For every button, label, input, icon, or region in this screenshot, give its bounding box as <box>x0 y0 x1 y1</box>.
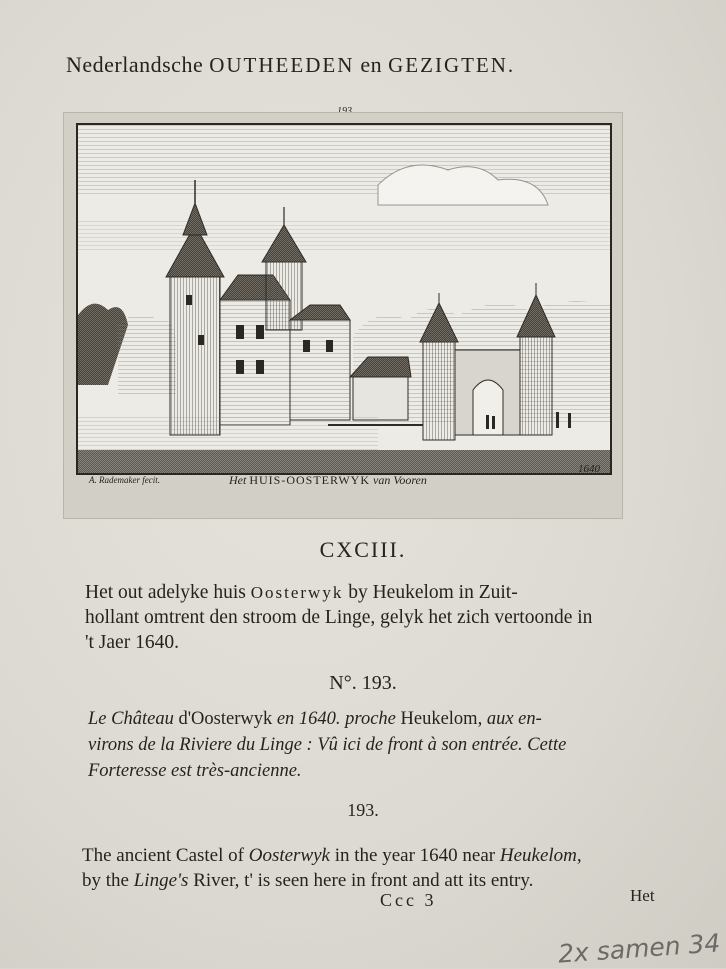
number-label: N°. 193. <box>329 672 397 694</box>
english-text: River, t' is seen here in front and att its entry. <box>193 870 534 891</box>
english-text: Heukelom, <box>499 845 582 866</box>
castle-illustration <box>78 125 610 473</box>
caption-main: HUIS-OOSTERWYK <box>249 473 370 487</box>
catchword: Het <box>630 886 655 905</box>
french-description <box>88 706 678 784</box>
dutch-line-2: hollant omtrent den stroom de Linge, gelyk het zich vertoonde in <box>85 607 593 628</box>
dutch-text: Het out adelyke huis <box>85 582 246 603</box>
header-part4: GEZIGTEN. <box>388 53 516 77</box>
french-text: , aux en- <box>477 709 542 729</box>
french-text: Heukelom <box>400 709 478 729</box>
page-header <box>66 52 515 78</box>
dutch-description <box>85 580 675 655</box>
english-description <box>82 843 682 893</box>
dutch-text: by Heukelom in Zuit- <box>348 582 518 603</box>
header-part1: Nederlandsche <box>66 52 204 77</box>
caption-suffix: van Vooren <box>373 473 427 487</box>
english-text: by the <box>82 870 129 891</box>
engraving-plate <box>63 112 623 519</box>
plate-year: 1640 <box>578 463 600 475</box>
dutch-line-3: 't Jaer 1640. <box>85 632 179 653</box>
plate-caption <box>229 473 427 488</box>
french-line-3: Forteresse est très-ancienne. <box>88 761 302 781</box>
header-part3: en <box>360 52 383 77</box>
caption-prefix: Het <box>229 473 247 487</box>
french-line-1 <box>88 706 678 732</box>
dutch-line-1 <box>85 580 675 605</box>
section-numeral: CXCIII. <box>319 537 407 562</box>
castle-engraving <box>76 123 612 475</box>
artist-credit: A. Rademaker fecit. <box>89 475 160 485</box>
english-text: Linge's <box>133 870 189 891</box>
french-text: en 1640. proche <box>276 709 396 729</box>
header-part2: OUTHEEDEN <box>209 53 355 77</box>
pencil-annotation: 2x samen 34 <box>557 928 722 969</box>
english-number: 193. <box>347 800 379 820</box>
dutch-name: Oosterwyk <box>250 583 344 602</box>
english-text: in the year 1640 near <box>334 845 496 866</box>
english-text: The ancient Castel of <box>82 845 244 866</box>
french-line-2: virons de la Riviere du Linge : Vû ici de front à son entrée. Cette <box>88 735 567 755</box>
signature-mark: Ccc 3 <box>380 890 437 910</box>
english-text: Oosterwyk <box>248 845 330 866</box>
french-text: Le Château <box>88 709 174 729</box>
english-line-1 <box>82 843 682 868</box>
french-text: d'Oosterwyk <box>178 709 273 729</box>
